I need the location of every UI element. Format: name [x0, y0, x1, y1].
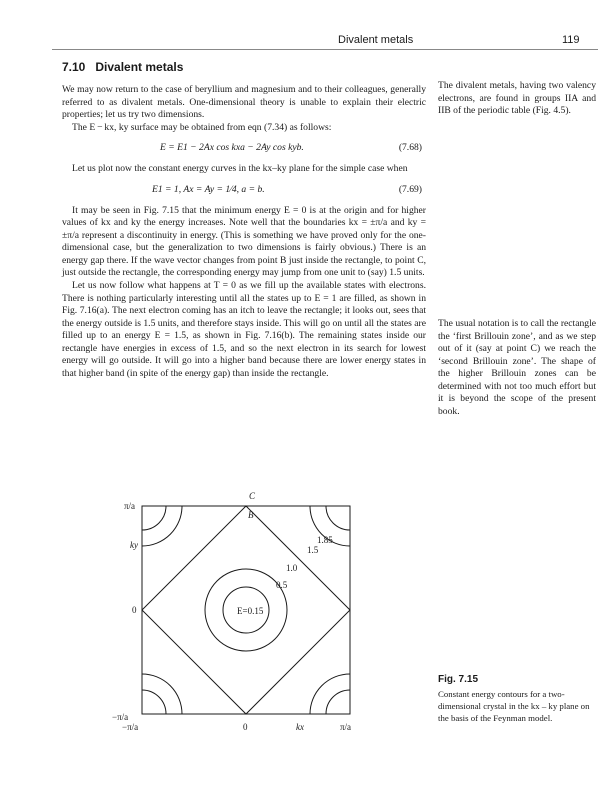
- sidenote-brillouin: The usual notation is to call the rectangle the ‘first Brillouin zone’, and as we step out of it (say at point C) we reach the ‘second Brillouin zone’. The shape of the higher Brillouin zones can be determined with not too much effort but it is beyond the scope of the present book.: [438, 318, 596, 417]
- figure-7-15: [110, 485, 370, 740]
- paragraph-1: We may now return to the case of beryllium and magnesium and to their colleagues, generally referred to as divalent metals. One-dimensional theory is unable to explain their electric properties; let us try two dimensions.: [62, 84, 426, 121]
- sidenote-divalent: The divalent metals, having two valency electrons, are found in groups IIA and IIB of the periodic table (Fig. 4.5).: [438, 80, 596, 117]
- x-left-label: −π/a: [122, 722, 139, 732]
- section-title: Divalent metals: [95, 60, 184, 74]
- contour-label-1-0: 1.0: [286, 563, 298, 573]
- equation-expression: E = E1 − 2Ax cos kxa − 2Ay cos kyb.: [160, 142, 304, 154]
- contour-label-0-5: 0.5: [276, 580, 288, 590]
- point-c-label: C: [249, 491, 256, 501]
- paragraph-2: The E − kx, ky surface may be obtained from eqn (7.34) as follows:: [72, 121, 332, 133]
- contour-label-1-5: 1.5: [307, 545, 319, 555]
- caption-text: Constant energy contours for a two-dimensional crystal in the kx – ky plane on the basis of the Feynman model.: [438, 689, 590, 723]
- x-zero-label: 0: [243, 722, 248, 732]
- page-number: 119: [562, 34, 580, 46]
- corner-contour-1-85: [326, 690, 350, 714]
- running-header: Divalent metals: [338, 34, 414, 46]
- y-top-label: π/a: [124, 501, 136, 511]
- contour-label-0-15: E=0.15: [237, 606, 264, 616]
- equation-7-69: [62, 184, 426, 197]
- section-heading: [62, 60, 183, 74]
- y-bottom-label: −π/a: [112, 712, 129, 722]
- figure-label: Fig. 7.15: [438, 674, 479, 685]
- paragraph-3: Let us plot now the constant energy curves in the kx–ky plane for the simple case when: [72, 163, 408, 175]
- y-zero-label: 0: [132, 605, 137, 615]
- section-number: 7.10: [62, 60, 86, 74]
- equation-expression: E1 = 1, Ax = Ay = 1⁄4, a = b.: [152, 183, 265, 195]
- equation-number: (7.69): [398, 183, 422, 195]
- corner-contour-1-5: [310, 674, 350, 714]
- figure-caption: [438, 674, 596, 724]
- point-b-label: B: [248, 510, 254, 520]
- x-right-label: π/a: [340, 722, 352, 732]
- equation-7-68: [62, 142, 426, 155]
- equation-number: (7.68): [398, 142, 422, 154]
- corner-contour-1-5: [142, 674, 182, 714]
- corner-contour-1-5: [142, 506, 182, 546]
- contour-plot: [110, 485, 370, 735]
- corner-contour-1-85: [142, 506, 166, 530]
- paragraph-5: Let us now follow what happens at T = 0 as we fill up the available states with electrons. There is nothing particularly interesting until all the states up to E = 1 are filled, as shown in Fig. 7.16(a). The next electron coming has an itch to leave the rectangle; it looks out, sees that the energy outside is 1.5 units, and therefore stays inside. This will go on until all the states are filled up to an energy E = 1.5, as shown in Fig. 7.16(b). The remaining states inside our rectangle have energies in excess of 1.5, and so the next electron in its search for lowest energy will go outside. It will go into a higher band because there are lower energy states in that higher band (in spite of the energy gap) than inside the rectangle.: [62, 280, 426, 379]
- y-axis-label: ky: [130, 540, 138, 550]
- header-rule: [52, 49, 598, 50]
- corner-contour-1-85: [142, 690, 166, 714]
- contour-label-1-85: 1.85: [317, 535, 333, 545]
- x-axis-label: kx: [296, 722, 304, 732]
- main-text: [62, 84, 426, 380]
- paragraph-4: It may be seen in Fig. 7.15 that the minimum energy E = 0 is at the origin and for higher values of kx and ky the energy increases. Note well that the boundaries kx = ±π/a and ky = ±π/a represent a discontinuity in energy. (This is something we have proved only for the one-dimensional case, but the generalization to two dimensions is fairly obvious.) There is an energy gap there. If the wave vector changes from point B just inside the rectangle, to point C, just outside the rectangle, the corresponding energy may jump from one unit to (say) 1.5 units.: [62, 204, 426, 279]
- corner-contour-1-85: [326, 506, 350, 530]
